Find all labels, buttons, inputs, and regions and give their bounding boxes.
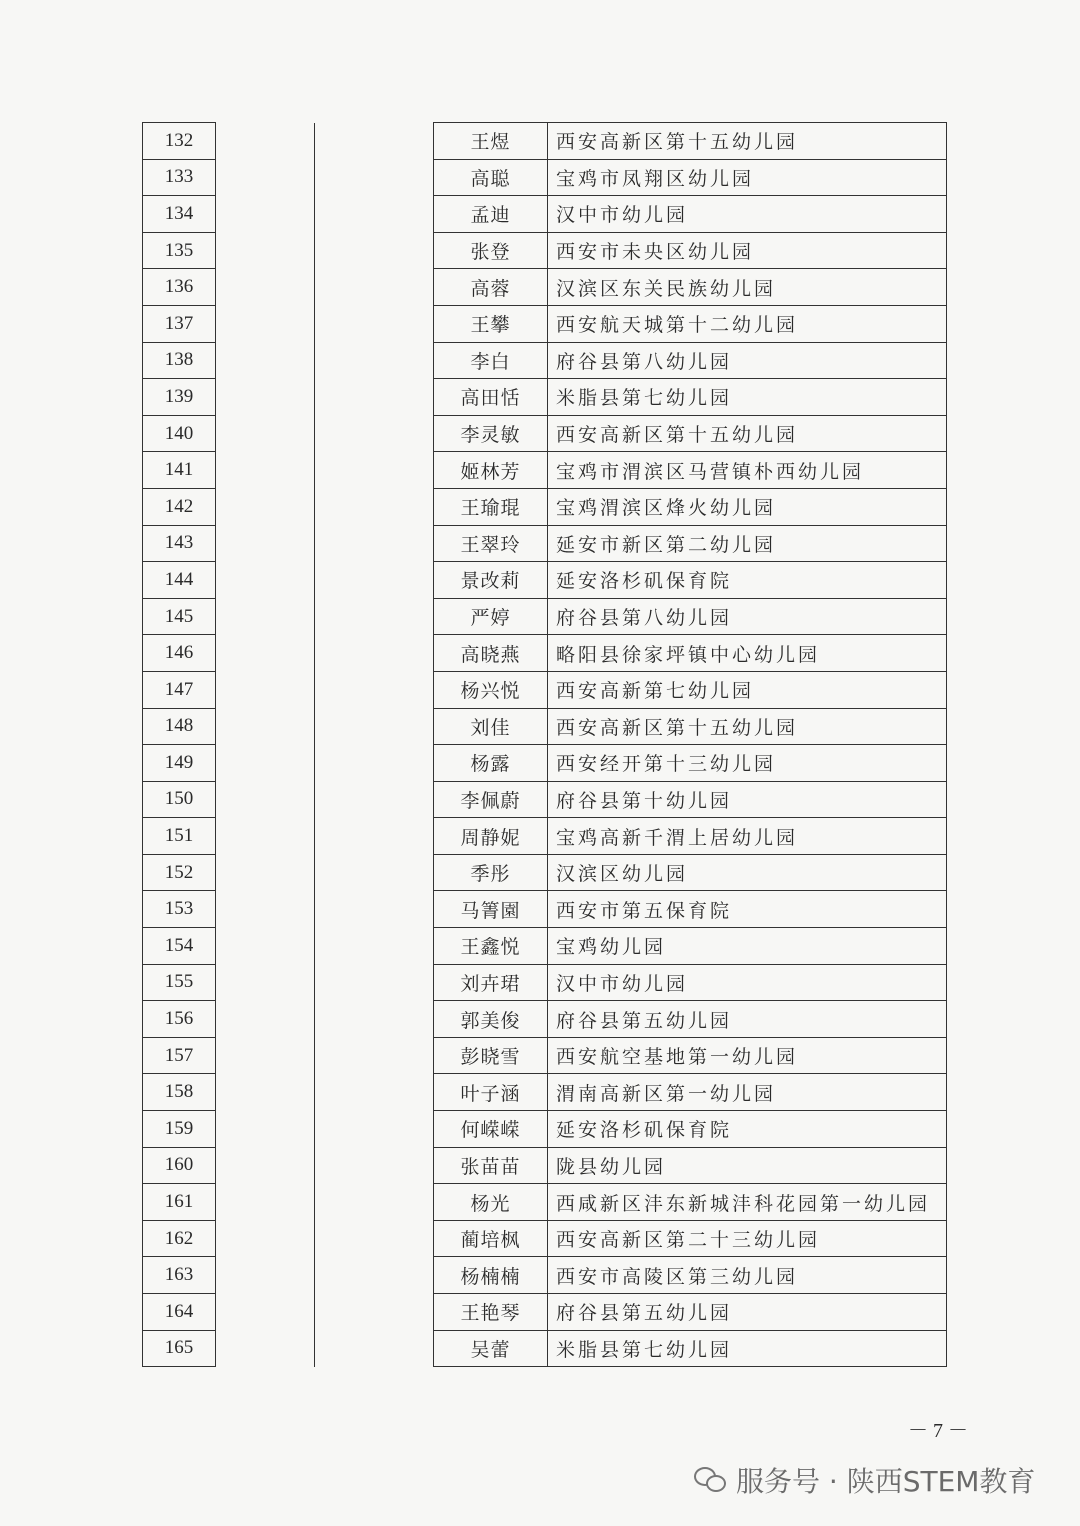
teacher-name: 李白 bbox=[434, 342, 548, 379]
merged-cell-award bbox=[315, 1147, 434, 1184]
teacher-name: 杨兴悦 bbox=[434, 671, 548, 708]
merged-cell-award bbox=[315, 1220, 434, 1257]
table-row bbox=[143, 598, 947, 635]
merged-cell-award bbox=[315, 1257, 434, 1294]
merged-cell-category bbox=[216, 1074, 315, 1111]
row-number: 136 bbox=[143, 269, 216, 306]
school-name: 府谷县第十幼儿园 bbox=[548, 781, 947, 818]
teacher-name: 王瑜琨 bbox=[434, 488, 548, 525]
watermark-text: 服务号 · 陕西STEM教育 bbox=[736, 1465, 1036, 1498]
row-number: 142 bbox=[143, 488, 216, 525]
merged-cell-category bbox=[216, 269, 315, 306]
merged-cell-category bbox=[216, 1257, 315, 1294]
row-number: 153 bbox=[143, 891, 216, 928]
merged-cell-category bbox=[216, 159, 315, 196]
merged-cell-category bbox=[216, 1330, 315, 1367]
row-number: 154 bbox=[143, 928, 216, 965]
merged-cell-award bbox=[315, 671, 434, 708]
table-row bbox=[143, 1220, 947, 1257]
merged-cell-category bbox=[216, 1147, 315, 1184]
row-number: 165 bbox=[143, 1330, 216, 1367]
teacher-name: 张登 bbox=[434, 232, 548, 269]
row-number: 147 bbox=[143, 671, 216, 708]
awardee-table bbox=[142, 122, 947, 1367]
wechat-icon bbox=[694, 1467, 728, 1493]
school-name: 米脂县第七幼儿园 bbox=[548, 1330, 947, 1367]
table-row bbox=[143, 342, 947, 379]
teacher-name: 吴蕾 bbox=[434, 1330, 548, 1367]
table-row bbox=[143, 196, 947, 233]
page-number: － 7 － bbox=[908, 1420, 968, 1442]
table-row bbox=[143, 964, 947, 1001]
school-name: 府谷县第五幼儿园 bbox=[548, 1294, 947, 1331]
merged-cell-category bbox=[216, 928, 315, 965]
row-number: 144 bbox=[143, 562, 216, 599]
table-row bbox=[143, 1184, 947, 1221]
row-number: 163 bbox=[143, 1257, 216, 1294]
merged-cell-category bbox=[216, 452, 315, 489]
merged-cell-category bbox=[216, 708, 315, 745]
school-name: 宝鸡市凤翔区幼儿园 bbox=[548, 159, 947, 196]
row-number: 152 bbox=[143, 854, 216, 891]
table-row bbox=[143, 379, 947, 416]
school-name: 府谷县第五幼儿园 bbox=[548, 1001, 947, 1038]
teacher-name: 马箐園 bbox=[434, 891, 548, 928]
merged-cell-category bbox=[216, 891, 315, 928]
school-name: 西咸新区沣东新城沣科花园第一幼儿园 bbox=[548, 1184, 947, 1221]
row-number: 132 bbox=[143, 123, 216, 160]
merged-cell-category bbox=[216, 745, 315, 782]
table-row bbox=[143, 525, 947, 562]
merged-cell-award bbox=[315, 452, 434, 489]
school-name: 府谷县第八幼儿园 bbox=[548, 342, 947, 379]
row-number: 134 bbox=[143, 196, 216, 233]
merged-cell-award bbox=[315, 1037, 434, 1074]
table-row bbox=[143, 1111, 947, 1148]
merged-cell-category bbox=[216, 635, 315, 672]
table-row bbox=[143, 159, 947, 196]
row-number: 157 bbox=[143, 1037, 216, 1074]
table-row bbox=[143, 928, 947, 965]
teacher-name: 孟迪 bbox=[434, 196, 548, 233]
merged-cell-award bbox=[315, 1074, 434, 1111]
table-row bbox=[143, 1074, 947, 1111]
merged-cell-award bbox=[315, 159, 434, 196]
school-name: 渭南高新区第一幼儿园 bbox=[548, 1074, 947, 1111]
merged-cell-award bbox=[315, 196, 434, 233]
teacher-name: 季彤 bbox=[434, 854, 548, 891]
teacher-name: 杨楠楠 bbox=[434, 1257, 548, 1294]
school-name: 汉中市幼儿园 bbox=[548, 196, 947, 233]
row-number: 138 bbox=[143, 342, 216, 379]
merged-cell-award bbox=[315, 854, 434, 891]
row-number: 156 bbox=[143, 1001, 216, 1038]
table-row bbox=[143, 1294, 947, 1331]
teacher-name: 高蓉 bbox=[434, 269, 548, 306]
row-number: 164 bbox=[143, 1294, 216, 1331]
teacher-name: 周静妮 bbox=[434, 818, 548, 855]
merged-cell-award bbox=[315, 598, 434, 635]
merged-cell-award bbox=[315, 1111, 434, 1148]
school-name: 西安市高陵区第三幼儿园 bbox=[548, 1257, 947, 1294]
row-number: 143 bbox=[143, 525, 216, 562]
row-number: 148 bbox=[143, 708, 216, 745]
merged-cell-category bbox=[216, 415, 315, 452]
merged-cell-award bbox=[315, 818, 434, 855]
school-name: 西安航空基地第一幼儿园 bbox=[548, 1037, 947, 1074]
school-name: 延安洛杉矶保育院 bbox=[548, 562, 947, 599]
school-name: 宝鸡渭滨区烽火幼儿园 bbox=[548, 488, 947, 525]
merged-cell-award bbox=[315, 745, 434, 782]
merged-cell-category bbox=[216, 671, 315, 708]
school-name: 宝鸡市渭滨区马营镇朴西幼儿园 bbox=[548, 452, 947, 489]
table-row bbox=[143, 123, 947, 160]
school-name: 汉中市幼儿园 bbox=[548, 964, 947, 1001]
row-number: 162 bbox=[143, 1220, 216, 1257]
merged-cell-category bbox=[216, 1111, 315, 1148]
row-number: 133 bbox=[143, 159, 216, 196]
row-number: 145 bbox=[143, 598, 216, 635]
merged-cell-award bbox=[315, 1184, 434, 1221]
row-number: 146 bbox=[143, 635, 216, 672]
teacher-name: 景改莉 bbox=[434, 562, 548, 599]
teacher-name: 刘佳 bbox=[434, 708, 548, 745]
merged-cell-award bbox=[315, 269, 434, 306]
row-number: 139 bbox=[143, 379, 216, 416]
merged-cell-category bbox=[216, 781, 315, 818]
row-number: 150 bbox=[143, 781, 216, 818]
merged-cell-award bbox=[315, 525, 434, 562]
table-row bbox=[143, 562, 947, 599]
school-name: 陇县幼儿园 bbox=[548, 1147, 947, 1184]
row-number: 158 bbox=[143, 1074, 216, 1111]
table-row bbox=[143, 854, 947, 891]
table-row bbox=[143, 1330, 947, 1367]
school-name: 略阳县徐家坪镇中心幼儿园 bbox=[548, 635, 947, 672]
merged-cell-category bbox=[216, 342, 315, 379]
merged-cell-award bbox=[315, 1001, 434, 1038]
merged-cell-award bbox=[315, 928, 434, 965]
table-row bbox=[143, 415, 947, 452]
school-name: 延安洛杉矶保育院 bbox=[548, 1111, 947, 1148]
merged-cell-category bbox=[216, 964, 315, 1001]
merged-cell-category bbox=[216, 1220, 315, 1257]
merged-cell-award bbox=[315, 1330, 434, 1367]
school-name: 西安高新区第二十三幼儿园 bbox=[548, 1220, 947, 1257]
merged-cell-category bbox=[216, 232, 315, 269]
table-row bbox=[143, 1001, 947, 1038]
merged-cell-award bbox=[315, 342, 434, 379]
teacher-name: 蔺培枫 bbox=[434, 1220, 548, 1257]
merged-cell-award bbox=[315, 891, 434, 928]
table-row bbox=[143, 671, 947, 708]
school-name: 西安航天城第十二幼儿园 bbox=[548, 305, 947, 342]
teacher-name: 郭美俊 bbox=[434, 1001, 548, 1038]
teacher-name: 何嵘嵘 bbox=[434, 1111, 548, 1148]
school-name: 西安高新第七幼儿园 bbox=[548, 671, 947, 708]
table-row bbox=[143, 269, 947, 306]
table-row bbox=[143, 232, 947, 269]
table-row bbox=[143, 818, 947, 855]
merged-cell-award bbox=[315, 123, 434, 160]
school-name: 延安市新区第二幼儿园 bbox=[548, 525, 947, 562]
table-row bbox=[143, 1257, 947, 1294]
merged-cell-category bbox=[216, 854, 315, 891]
merged-cell-category bbox=[216, 598, 315, 635]
table-row bbox=[143, 488, 947, 525]
teacher-name: 刘卉珺 bbox=[434, 964, 548, 1001]
row-number: 137 bbox=[143, 305, 216, 342]
school-name: 西安经开第十三幼儿园 bbox=[548, 745, 947, 782]
school-name: 西安市第五保育院 bbox=[548, 891, 947, 928]
school-name: 汉滨区幼儿园 bbox=[548, 854, 947, 891]
merged-cell-award bbox=[315, 415, 434, 452]
merged-cell-category bbox=[216, 379, 315, 416]
merged-cell-category bbox=[216, 525, 315, 562]
school-name: 宝鸡幼儿园 bbox=[548, 928, 947, 965]
school-name: 西安高新区第十五幼儿园 bbox=[548, 708, 947, 745]
teacher-name: 王煜 bbox=[434, 123, 548, 160]
row-number: 161 bbox=[143, 1184, 216, 1221]
school-name: 西安高新区第十五幼儿园 bbox=[548, 123, 947, 160]
school-name: 西安高新区第十五幼儿园 bbox=[548, 415, 947, 452]
teacher-name: 彭晓雪 bbox=[434, 1037, 548, 1074]
merged-cell-award bbox=[315, 964, 434, 1001]
merged-cell-category bbox=[216, 562, 315, 599]
school-name: 宝鸡高新千渭上居幼儿园 bbox=[548, 818, 947, 855]
watermark bbox=[694, 1460, 1035, 1500]
teacher-name: 王鑫悦 bbox=[434, 928, 548, 965]
merged-cell-category bbox=[216, 818, 315, 855]
teacher-name: 严婷 bbox=[434, 598, 548, 635]
row-number: 149 bbox=[143, 745, 216, 782]
merged-cell-award bbox=[315, 379, 434, 416]
teacher-name: 高聪 bbox=[434, 159, 548, 196]
row-number: 159 bbox=[143, 1111, 216, 1148]
school-name: 西安市未央区幼儿园 bbox=[548, 232, 947, 269]
table-row bbox=[143, 708, 947, 745]
row-number: 135 bbox=[143, 232, 216, 269]
merged-cell-award bbox=[315, 488, 434, 525]
merged-cell-category bbox=[216, 123, 315, 160]
merged-cell-category bbox=[216, 1001, 315, 1038]
merged-cell-award bbox=[315, 635, 434, 672]
merged-cell-award bbox=[315, 1294, 434, 1331]
row-number: 141 bbox=[143, 452, 216, 489]
teacher-name: 李佩蔚 bbox=[434, 781, 548, 818]
merged-cell-category bbox=[216, 1037, 315, 1074]
table-row bbox=[143, 745, 947, 782]
teacher-name: 王翠玲 bbox=[434, 525, 548, 562]
row-number: 155 bbox=[143, 964, 216, 1001]
merged-cell-category bbox=[216, 488, 315, 525]
table-row bbox=[143, 1037, 947, 1074]
row-number: 140 bbox=[143, 415, 216, 452]
table-row bbox=[143, 891, 947, 928]
merged-cell-award bbox=[315, 305, 434, 342]
table-row bbox=[143, 452, 947, 489]
merged-cell-category bbox=[216, 1184, 315, 1221]
merged-cell-category bbox=[216, 1294, 315, 1331]
teacher-name: 叶子涵 bbox=[434, 1074, 548, 1111]
table-row bbox=[143, 781, 947, 818]
row-number: 151 bbox=[143, 818, 216, 855]
table-row bbox=[143, 1147, 947, 1184]
table-row bbox=[143, 635, 947, 672]
merged-cell-award bbox=[315, 708, 434, 745]
teacher-name: 王攀 bbox=[434, 305, 548, 342]
school-name: 米脂县第七幼儿园 bbox=[548, 379, 947, 416]
teacher-name: 杨露 bbox=[434, 745, 548, 782]
teacher-name: 姬林芳 bbox=[434, 452, 548, 489]
school-name: 汉滨区东关民族幼儿园 bbox=[548, 269, 947, 306]
teacher-name: 李灵敏 bbox=[434, 415, 548, 452]
teacher-name: 杨光 bbox=[434, 1184, 548, 1221]
table-row bbox=[143, 305, 947, 342]
merged-cell-award bbox=[315, 781, 434, 818]
merged-cell-category bbox=[216, 305, 315, 342]
school-name: 府谷县第八幼儿园 bbox=[548, 598, 947, 635]
teacher-name: 王艳琴 bbox=[434, 1294, 548, 1331]
merged-cell-award bbox=[315, 232, 434, 269]
teacher-name: 张苗苗 bbox=[434, 1147, 548, 1184]
merged-cell-category bbox=[216, 196, 315, 233]
teacher-name: 高晓燕 bbox=[434, 635, 548, 672]
merged-cell-award bbox=[315, 562, 434, 599]
row-number: 160 bbox=[143, 1147, 216, 1184]
teacher-name: 高田恬 bbox=[434, 379, 548, 416]
